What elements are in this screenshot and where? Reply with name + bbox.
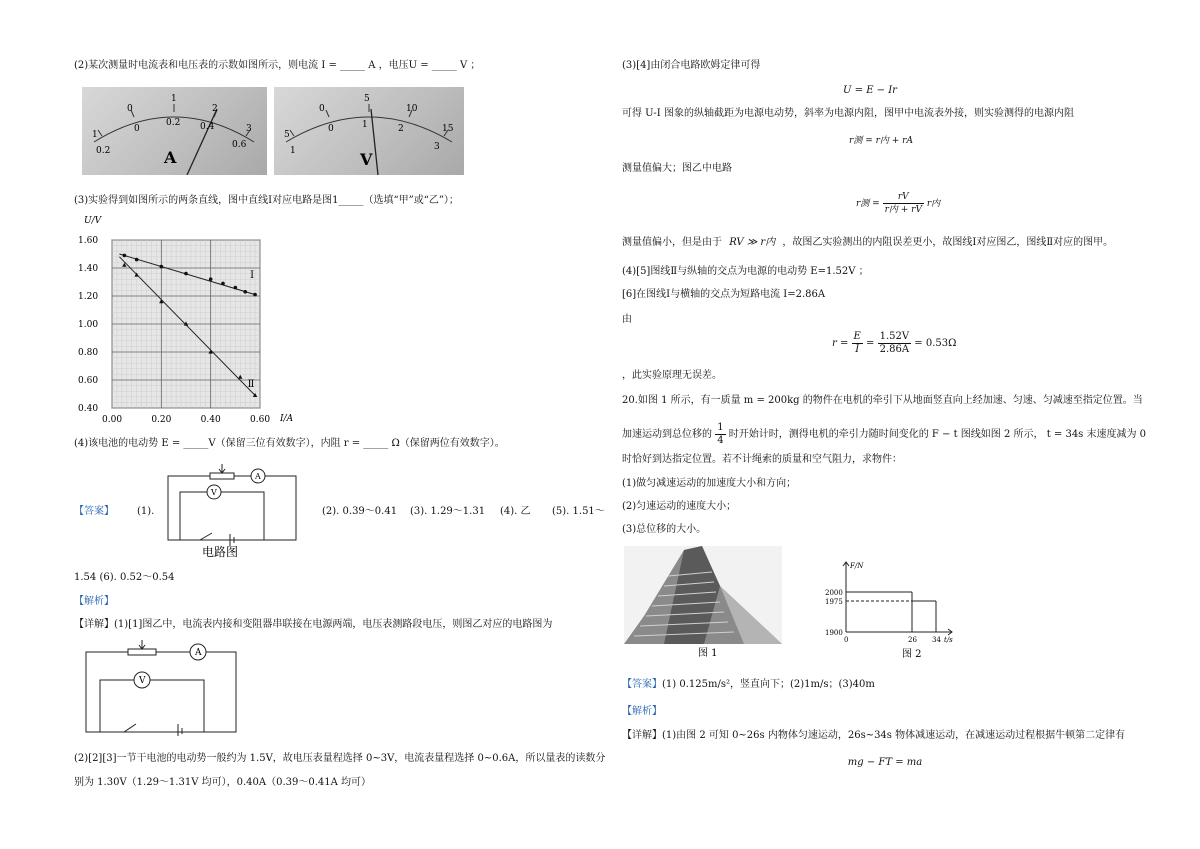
eq3-rhs: r内 (926, 199, 941, 209)
eq3-lhs: r测 = (856, 199, 880, 209)
circuit-caption: 电路图 (202, 545, 239, 559)
answer-part-2: (2). 0.39～0.41 (322, 506, 398, 517)
answer-part-4: (4). 乙 (500, 506, 531, 517)
voltmeter-left-outer: 5 (284, 130, 290, 140)
voltmeter-scale (274, 87, 464, 175)
ammeter-tick-3: 3 (246, 124, 252, 134)
ammeter-dial (82, 87, 267, 175)
fig2-ytick-1900: 1900 (825, 629, 843, 637)
equation-2: r测 = r内 + rA (849, 136, 913, 146)
y-tick-label: 1.20 (78, 292, 99, 302)
series-label-1: Ⅰ (250, 269, 255, 281)
data-point (160, 265, 164, 269)
y-tick-label: 0.80 (78, 348, 99, 358)
detail-2-line-1: (2)[2][3]一节干电池的电动势一般约为 1.5V，故电压表量程选择 0~3V，电流表量程选择 0~0.6A，所以量表的读数分 (74, 753, 606, 764)
ammeter-letter: A (164, 148, 177, 167)
equation-1: U = E − Ir (843, 85, 897, 96)
data-point (135, 258, 139, 262)
voltmeter-dial (274, 87, 464, 175)
detail-2-line-2: 别为 1.30V（1.29～1.31V 均可），0.40A（0.39～0.41A 均可） (74, 777, 372, 788)
ammeter-tick-1: 1 (171, 94, 177, 104)
answer-part-5: (5). 1.51～ (552, 506, 605, 517)
equation-3 (856, 191, 940, 216)
r-line-8: ，此实验原理无误差。 (622, 370, 722, 381)
ammeter-inner-0: 0 (134, 124, 140, 134)
series-label-2: Ⅱ (247, 379, 255, 390)
r-line-4-b: ，故图乙实验测出的内阻误差更小，故图线Ⅰ对应图乙，图线Ⅱ对应的图甲。 (782, 237, 1114, 248)
answer-part-3: (3). 1.29～1.31 (410, 506, 486, 517)
answer-part-1: (1). (137, 506, 155, 517)
q20-sub-2: (2)匀速运动的速度大小； (622, 501, 737, 512)
voltmeter-tick-10: 10 (406, 104, 418, 114)
fig2-xtick-26: 26 (908, 636, 917, 644)
circuit2-voltmeter: V (139, 676, 146, 686)
data-point (253, 293, 257, 297)
ammeter-left-outer: 1 (92, 130, 98, 140)
y-tick-label: 1.60 (78, 236, 99, 246)
r-line-7: 由 (622, 314, 632, 325)
data-point (234, 286, 238, 290)
voltmeter-tick-0: 0 (319, 104, 325, 114)
answer-label: 【答案】 (74, 506, 114, 517)
ammeter-inner-2: 0.4 (200, 122, 215, 132)
fig2-xlabel: t/s (944, 636, 953, 644)
fig2-xtick-0: 0 (844, 636, 849, 644)
q20-line-3: 时恰好到达指定位置。若不计绳索的质量和空气阻力，求物件： (622, 454, 902, 465)
building-photo (624, 546, 782, 658)
q20-analysis-label: 【解析】 (622, 706, 662, 717)
fig2-ytick-1975: 1975 (825, 598, 843, 606)
ammeter-left-inner: 0.2 (96, 146, 111, 156)
q20-answer: 【答案】(1) 0.125m/s²，竖直向下；(2)1m/s；(3)40m (622, 679, 875, 690)
data-point (123, 254, 127, 258)
data-point (184, 272, 188, 276)
voltmeter-letter: V (360, 150, 373, 169)
question-3-text: (3)实验得到如图所示的两条直线，图中直线Ⅰ对应电路是图1_____（选填“甲”或“乙”）； (74, 195, 459, 206)
fig2-ytick-2000: 2000 (825, 589, 843, 597)
y-axis-label: U/V (84, 216, 102, 226)
fig2-xtick-34: 34 (932, 636, 941, 644)
analysis-label: 【解析】 (74, 596, 114, 607)
voltmeter-left-inner: 1 (290, 146, 296, 156)
voltmeter-tick-5: 5 (364, 94, 370, 104)
question-4-text: (4)该电池的电动势 E = _____V（保留三位有效数字），内阻 r = _____ Ω（保留两位有效数字）。 (74, 438, 505, 449)
x-tick-label: 0.40 (200, 415, 221, 425)
detail-text: 【详解】(1)[1]图乙中，电流表内接和变阻器串联接在电源两端，电压表测路段电压，则图乙对应的电路图为 (74, 619, 553, 630)
r-line-4-a: 测量值偏小，但是由于 (622, 237, 722, 248)
r-line-2: 可得 U-I 图象的纵轴截距为电源电动势，斜率为电源内阻，图甲中电流表外接，则实验测得的电源内阻 (622, 108, 1074, 119)
r-line-1: (3)[4]由闭合电路欧姆定律可得 (622, 60, 761, 71)
voltmeter-inner-3: 3 (434, 142, 440, 152)
fig2-ylabel: F/N (850, 562, 864, 570)
r-line-6: [6]在图线Ⅰ与横轴的交点为短路电流 I=2.86A (622, 289, 826, 300)
ammeter-scale (82, 87, 267, 175)
r-line-4-symbol: RV ≫ r内 (729, 237, 776, 248)
question-2-text: (2)某次测量时电流表和电压表的示数如图所示，则电流 I = _____ A ，电压U = _____ V ； (74, 60, 481, 71)
u-i-chart (74, 212, 294, 430)
answer-continued: 1.54 (6). 0.52～0.54 (74, 572, 175, 583)
q20-line-1: 20.如图 1 所示，有一质量 m = 200kg 的物件在电机的牵引下从地面竖直向上经加速、匀速、匀减速至指定位置。当 (622, 395, 1143, 406)
q20-detail: 【详解】(1)由图 2 可知 0~26s 内物体匀速运动，26s~34s 物体减速运动，在减速运动过程根据牛顿第二定律有 (622, 730, 1126, 741)
data-point (209, 277, 213, 281)
q20-sub-3: (3)总位移的大小。 (622, 524, 707, 535)
eq3-fraction: $\frac{rV}{\text{r内 + rV}}$ (884, 192, 922, 215)
voltmeter-inner-2: 2 (398, 124, 404, 134)
circuit-ammeter: A (255, 472, 261, 481)
data-point (243, 290, 247, 294)
equation-4: r = $\frac{E}{I}$ = $\frac{1.52V}{2.86A}$ = 0.53Ω (832, 331, 957, 355)
f-t-graph (820, 558, 960, 660)
q20-sub-1: (1)做匀减速运动的加速度大小和方向； (622, 478, 797, 489)
equation-5: mg − FT = ma (847, 757, 923, 768)
voltmeter-tick-15: 15 (442, 124, 454, 134)
ammeter-inner-3: 0.6 (232, 140, 247, 150)
r-line-4 (622, 236, 1113, 250)
x-tick-label: 0.20 (151, 415, 172, 425)
figure-1-caption: 图 1 (698, 648, 718, 658)
ammeter-inner-1: 0.2 (166, 118, 181, 128)
x-tick-label: 0.60 (250, 415, 271, 425)
r-line-3: 测量值偏大；图乙中电路 (622, 163, 732, 174)
data-point (221, 282, 225, 286)
circuit2-ammeter: A (195, 648, 202, 658)
y-tick-label: 1.40 (78, 264, 99, 274)
q20-line-2: 加速运动到总位移的 $\frac{1}{4}$ 时开始计时，测得电机的牵引力随时间变化的 F − t 图线如图 2 所示， t = 34s 末速度减为 0 (622, 422, 1147, 446)
y-tick-label: 1.00 (78, 320, 99, 330)
y-tick-label: 0.40 (78, 404, 99, 414)
circuit-voltmeter: V (211, 488, 217, 497)
x-tick-label: 0.00 (102, 415, 123, 425)
answer-circuit-diagram (160, 460, 300, 560)
x-axis-label: I/A (280, 414, 294, 424)
circuit-diagram (80, 640, 245, 736)
voltmeter-inner-1: 1 (362, 120, 368, 130)
r-line-5: (4)[5]图线Ⅱ与纵轴的交点为电源的电动势 E=1.52V ； (622, 266, 869, 277)
ammeter-tick-2: 2 (212, 104, 218, 114)
voltmeter-inner-0: 0 (328, 124, 334, 134)
figure-2-caption: 图 2 (902, 649, 922, 660)
ammeter-tick-0: 0 (127, 104, 133, 114)
y-tick-label: 0.60 (78, 376, 99, 386)
